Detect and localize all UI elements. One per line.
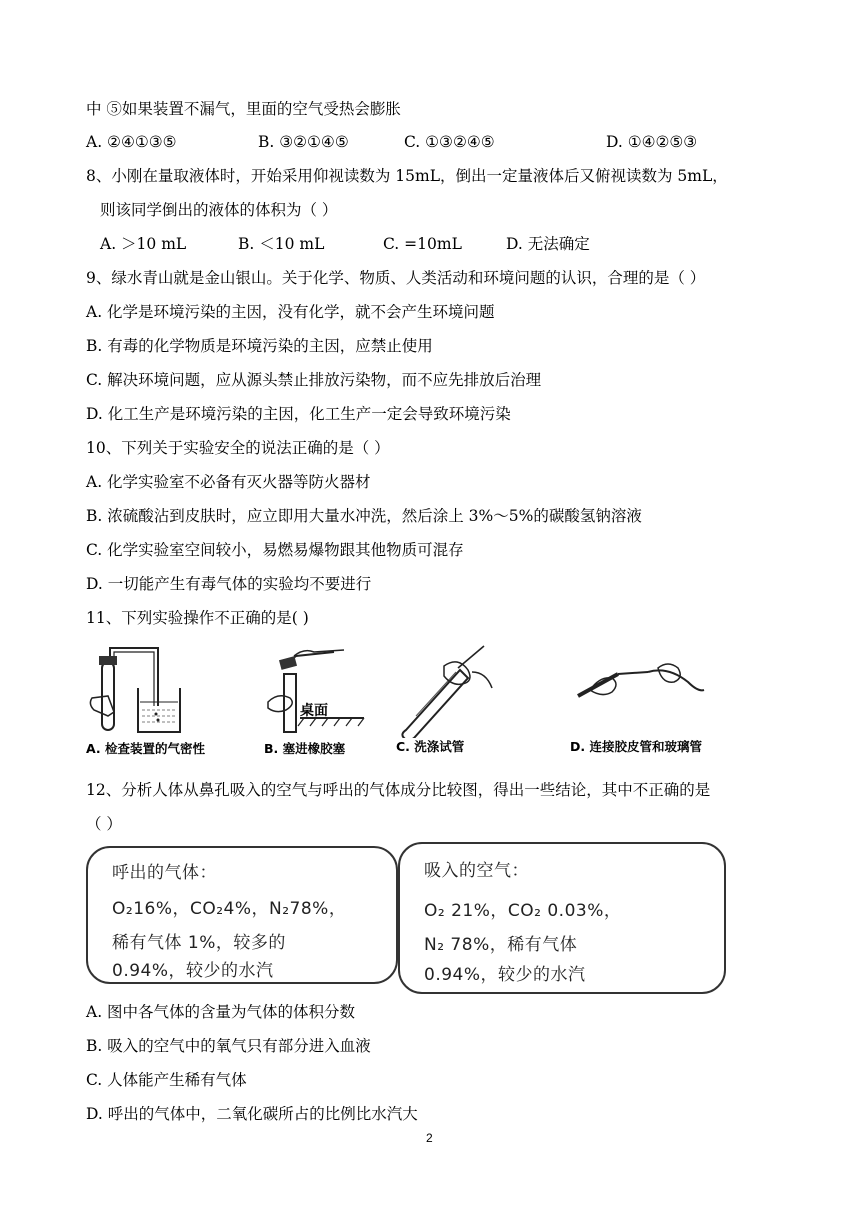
- q9-option-b: B. 有毒的化学物质是环境污染的主因，应禁止使用: [86, 337, 433, 355]
- q8-option-b: B. ＜10 mL: [238, 235, 325, 253]
- figure-d-connect-tubes: [572, 654, 712, 714]
- q10-option-d: D. 一切能产生有毒气体的实验均不要进行: [86, 575, 372, 593]
- q7-option-d: D. ①④②⑤③: [606, 133, 698, 151]
- page-number: 2: [426, 1131, 433, 1145]
- inhaled-line3: 0.94%，较少的水汽: [424, 965, 586, 985]
- figure-b-insert-stopper: [264, 644, 384, 738]
- q8-stem-line2: 则该同学倒出的液体的体积为（ ）: [100, 201, 338, 219]
- exhaled-line3: 0.94%，较少的水汽: [112, 961, 274, 981]
- q9-option-a: A. 化学是环境污染的主因，没有化学，就不会产生环境问题: [86, 303, 495, 321]
- figure-a-caption: A. 检查装置的气密性: [86, 741, 206, 756]
- q7-option-a: A. ②④①③⑤: [86, 133, 177, 151]
- q10-option-c: C. 化学实验室空间较小，易燃易爆物跟其他物质可混存: [86, 541, 464, 559]
- q7-option-c: C. ①③②④⑤: [404, 133, 495, 151]
- q11-stem: 11、下列实验操作不正确的是( ): [86, 609, 309, 627]
- q12-stem-line2: （ ）: [86, 815, 122, 833]
- q12-option-a: A. 图中各气体的含量为气体的体积分数: [86, 1003, 356, 1021]
- q8-option-a: A. ＞10 mL: [100, 235, 187, 253]
- q8-option-c: C. =10mL: [383, 235, 462, 253]
- q10-option-b: B. 浓硫酸沾到皮肤时，应立即用大量水冲洗，然后涂上 3%～5%的碳酸氢钠溶液: [86, 507, 642, 525]
- q8-stem-line1: 8、小刚在量取液体时，开始采用仰视读数为 15mL，倒出一定量液体后又俯视读数为 5mL，: [86, 167, 728, 185]
- q7-continuation: 中 ⑤如果装置不漏气，里面的空气受热会膨胀: [86, 100, 401, 118]
- q9-option-c: C. 解决环境问题，应从源头禁止排放污染物，而不应先排放后治理: [86, 371, 542, 389]
- exhaled-line2: 稀有气体 1%，较多的: [112, 933, 286, 953]
- exhaled-line1: O₂16%，CO₂4%，N₂78%，: [112, 899, 347, 919]
- figure-b-caption: B. 塞进橡胶塞: [264, 741, 346, 756]
- inhaled-line1: O₂ 21%，CO₂ 0.03%，: [424, 901, 622, 921]
- q10-stem: 10、下列关于实验安全的说法正确的是（ ）: [86, 439, 390, 457]
- q12-option-d: D. 呼出的气体中，二氧化碳所占的比例比水汽大: [86, 1105, 418, 1123]
- figure-d-caption: D. 连接胶皮管和玻璃管: [570, 739, 702, 754]
- q7-option-b: B. ③②①④⑤: [258, 133, 349, 151]
- q9-stem: 9、绿水青山就是金山银山。关于化学、物质、人类活动和环境问题的认识，合理的是（ ）: [86, 269, 706, 287]
- inhaled-title: 吸入的空气：: [424, 861, 529, 881]
- q9-option-d: D. 化工生产是环境污染的主因，化工生产一定会导致环境污染: [86, 405, 511, 423]
- q12-option-c: C. 人体能产生稀有气体: [86, 1071, 247, 1089]
- inhaled-line2: N₂ 78%，稀有气体: [424, 935, 578, 955]
- figure-c-caption: C. 洗涤试管: [396, 739, 465, 754]
- q10-option-a: A. 化学实验室不必备有灭火器等防火器材: [86, 473, 371, 491]
- q12-stem-line1: 12、分析人体从鼻孔吸入的空气与呼出的气体成分比较图，得出一些结论，其中不正确的是: [86, 781, 711, 799]
- exhaled-gas-panel: [86, 846, 398, 984]
- q8-option-d: D. 无法确定: [506, 235, 590, 253]
- figure-c-wash-tube: [388, 644, 498, 738]
- figure-b-table-label: 桌面: [300, 703, 328, 719]
- exhaled-title: 呼出的气体：: [112, 863, 217, 883]
- q12-option-b: B. 吸入的空气中的氧气只有部分进入血液: [86, 1037, 371, 1055]
- figure-a-airtightness-check: [86, 644, 196, 738]
- inhaled-air-panel: [398, 842, 726, 994]
